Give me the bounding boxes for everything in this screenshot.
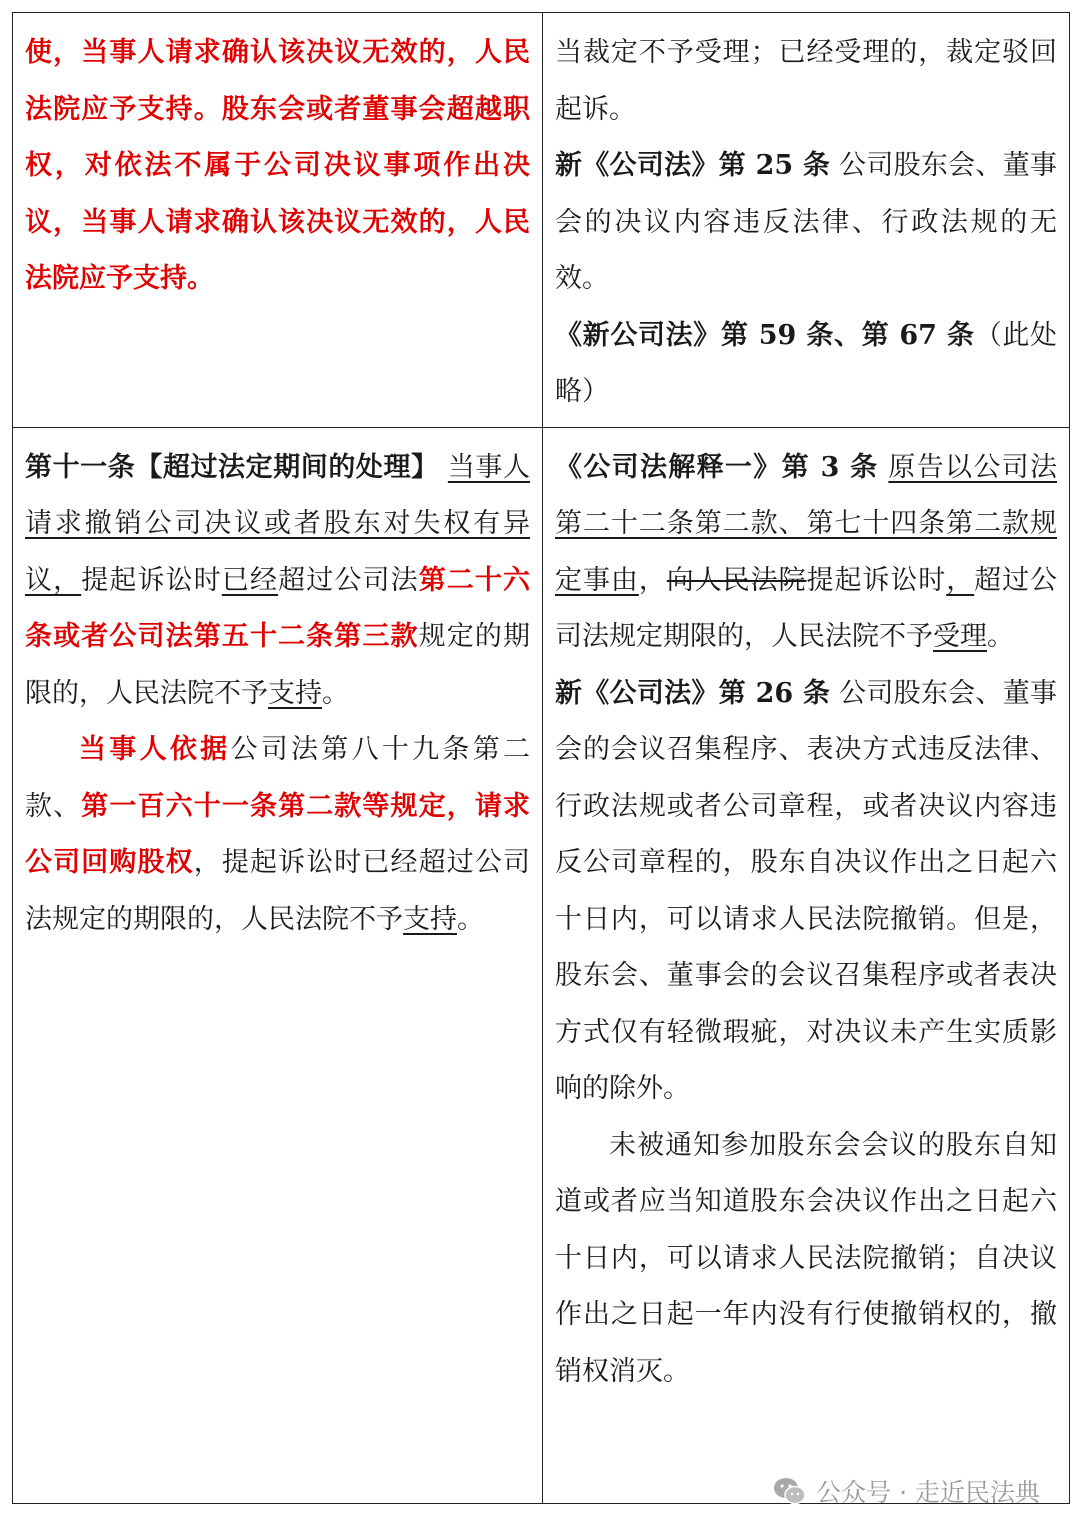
article-11-title: 第十一条【超过法定期间的处理】 [25, 451, 439, 483]
row1-right-p3 [555, 308, 1057, 421]
underlined-text: 受理 [933, 621, 987, 652]
text-span: 公司法第八十九条第二款、 [25, 734, 531, 822]
row1-left-cell [13, 13, 543, 428]
text-span: 提起诉讼时 [806, 564, 947, 596]
table-row [13, 13, 1070, 428]
article-59-67-heading: 《新公司法》第 59 条、第 67 条 [555, 319, 975, 351]
row1-right-p2 [555, 138, 1057, 308]
article-26-second-paragraph: 未被通知参加股东会会议的股东自知道或者应当知道股东会决议作出之日起六十日内，可以请求人民法院撤销；自决议作出之日起一年内没有行使撤销权的，撤销权消灭。 [555, 1129, 1057, 1387]
text-span: 。 [322, 677, 349, 709]
underlined-text: 支持 [268, 677, 322, 709]
row1-left-text: 使，当事人请求确认该决议无效的，人民法院应予支持。股东会或者董事会超越职权，对依法不属于公司决议事项作出决议，当事人请求确认该决议无效的，人民法院应予支持。 [25, 37, 530, 294]
table-row [13, 427, 1070, 1503]
article-25-text: 公司股东会、董事会的决议内容违反法律、行政法规的无效。 [555, 150, 1057, 294]
red-highlight-text: 第二十六条或者公司法第五十二条第三款 [25, 564, 531, 652]
underlined-text: 已经 [221, 564, 279, 596]
text-span: 规定的期限的，人民法院不予 [25, 621, 531, 709]
text-span: 。 [987, 621, 1014, 652]
article-26-text: 公司股东会、董事会的会议召集程序、表决方式违反法律、行政法规或者公司章程，或者决议内容违反公司章程的，股东自决议作出之日起六十日内，可以请求人民法院撤销。但是，股东会、董事会的会议召集程序或者表决方式仅有轻微瑕疵，对决议未产生实质影响的除外。 [555, 677, 1057, 1104]
interpretation-3-heading: 《公司法解释一》第 3 条 [555, 451, 879, 483]
article-59-67-text: （此处略） [555, 319, 1058, 407]
underlined-text: 当事人请求撤销公司决议或者股东对失权有异议， [25, 451, 530, 596]
red-highlight-text: 当事人依据 [79, 734, 231, 765]
text-span: 超过公司法规定期限的，人民法院不予 [555, 564, 1058, 652]
underlined-text: ， [946, 564, 975, 596]
text-span [878, 452, 888, 483]
article-26-paragraph [555, 666, 1057, 1118]
wechat-icon [772, 1473, 808, 1509]
text-span: ，提起诉讼时已经超过公司法规定的期限的，人民法院不予 [25, 847, 531, 935]
interpretation-3-paragraph [555, 440, 1057, 666]
row2-left-cell [13, 427, 543, 1503]
text-span: 。 [457, 903, 484, 935]
strikethrough-text: 向人民法院 [666, 564, 807, 596]
article-26-heading: 新《公司法》第 26 条 [555, 677, 831, 709]
watermark [772, 1473, 1040, 1509]
article-11-second-paragraph [25, 722, 530, 948]
text-span: 超过公司法 [278, 564, 419, 596]
text-span: 提起诉讼时 [81, 564, 222, 596]
comparison-table [12, 12, 1070, 1504]
text-span [439, 452, 448, 483]
red-highlight-text: 第一百六十一条第二款等规定，请求公司回购股权 [25, 790, 531, 878]
row2-right-cell [543, 427, 1070, 1503]
watermark-text: 公众号 · 走近民法典 [816, 1478, 1040, 1507]
article-11-paragraph [25, 440, 530, 723]
row1-right-p1: 当裁定不予受理；已经受理的，裁定驳回起诉。 [555, 37, 1057, 125]
article-25-heading: 新《公司法》第 25 条 [555, 150, 831, 181]
text-span: ， [638, 564, 667, 596]
underlined-text: 支持 [403, 903, 457, 935]
row1-right-cell [543, 13, 1070, 428]
underlined-text: 原告以公司法第二十二条第二款、第七十四条第二款规定事由 [555, 451, 1057, 596]
